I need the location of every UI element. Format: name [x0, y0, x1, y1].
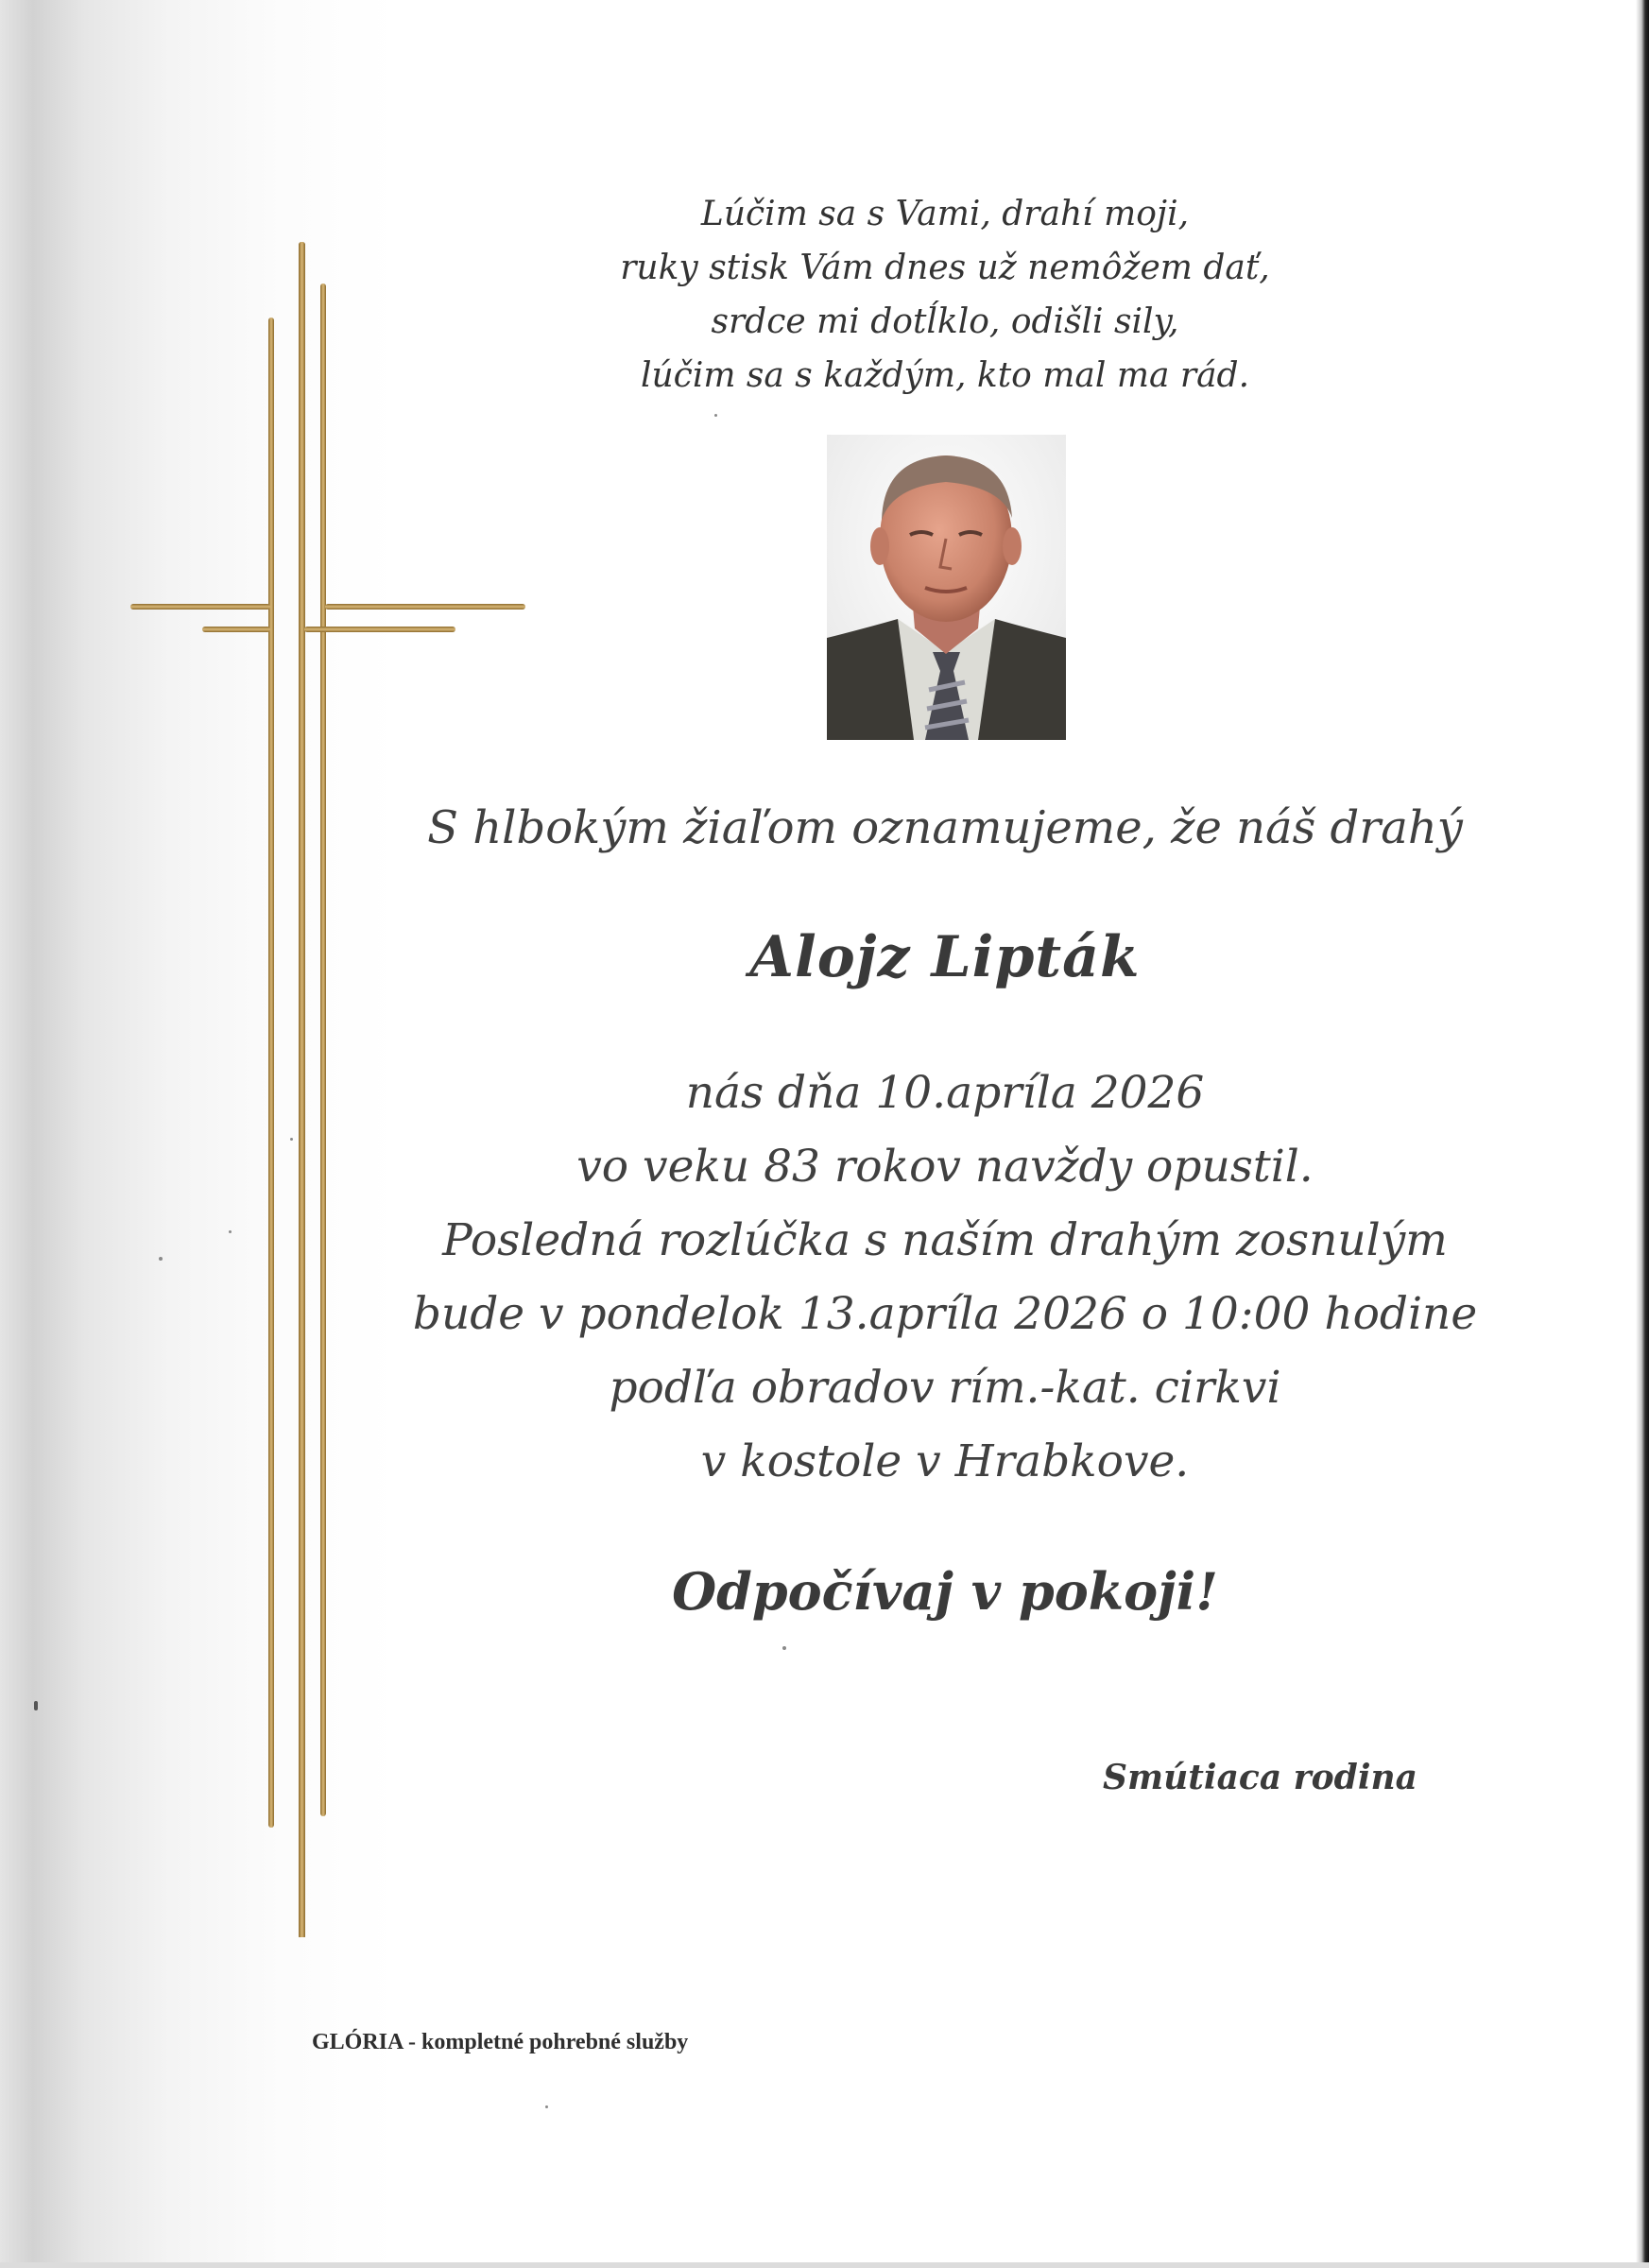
- family-signature: Smútiaca rodina: [1103, 1758, 1417, 1797]
- cross-horizontal-upper-right: [325, 604, 525, 610]
- scan-speck: [714, 414, 717, 417]
- farewell-verse: [529, 187, 1361, 403]
- scan-speck: [229, 1230, 232, 1233]
- scan-speck: [34, 1701, 38, 1710]
- scan-speck: [545, 2105, 548, 2108]
- details-line: v kostole v Hrabkove.: [700, 1435, 1190, 1487]
- details-line: vo veku 83 rokov navždy opustil.: [576, 1141, 1314, 1193]
- verse-line: Lúčim sa s Vami, drahí moji,: [700, 195, 1190, 233]
- details-line: podľa obradov rím.-kat. cirkvi: [609, 1362, 1281, 1414]
- scan-edge-bottom: [0, 2262, 1649, 2268]
- details-line: Posledná rozlúčka s naším drahým zosnulým: [442, 1214, 1448, 1266]
- cross-horizontal-lower-right: [304, 627, 455, 632]
- cross-vertical-left: [268, 318, 274, 1828]
- scan-speck: [782, 1646, 786, 1650]
- portrait-photo: [827, 435, 1066, 740]
- scan-speck: [290, 1138, 293, 1141]
- verse-line: lúčim sa s každým, kto mal ma rád.: [640, 356, 1250, 395]
- details-line: bude v pondelok 13.apríla 2026 o 10:00 hodine: [412, 1288, 1478, 1340]
- rest-in-peace-text: Odpočívaj v pokoji!: [672, 1561, 1218, 1622]
- announcement-text: S hlbokým žiaľom oznamujeme, že náš drahý: [427, 801, 1463, 854]
- verse-line: srdce mi dotĺklo, odišli sily,: [711, 302, 1179, 341]
- cross-horizontal-lower-left: [202, 627, 270, 632]
- details-line: nás dňa 10.apríla 2026: [685, 1067, 1205, 1119]
- funeral-service-footer: GLÓRIA - kompletné pohrebné služby: [312, 2030, 689, 2054]
- scan-edge: [1636, 0, 1649, 2268]
- verse-line: ruky stisk Vám dnes už nemôžem dať,: [620, 249, 1270, 287]
- funeral-details: [359, 1057, 1531, 1499]
- cross-vertical-right: [320, 284, 326, 1816]
- deceased-name: Alojz Lipták: [749, 924, 1141, 990]
- scan-speck: [159, 1257, 163, 1261]
- cross-horizontal-upper-left: [130, 604, 270, 610]
